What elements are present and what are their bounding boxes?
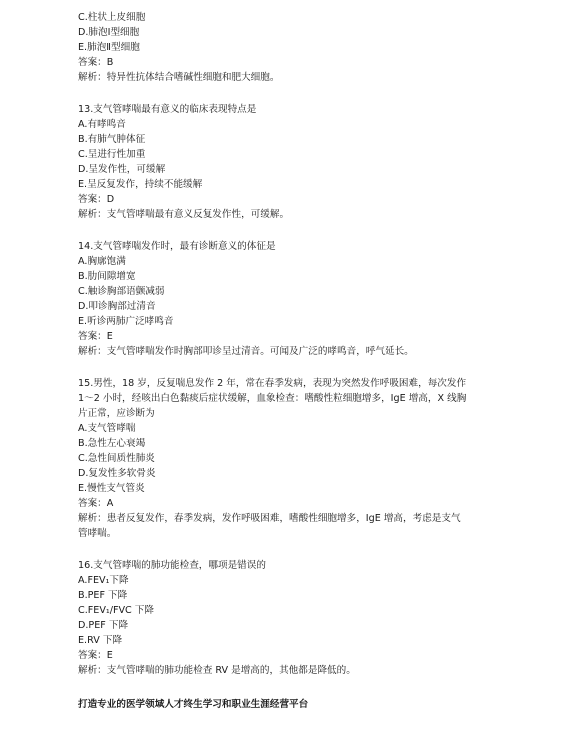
q12-option-e: E.肺泡Ⅱ型细胞 [78, 42, 140, 53]
q16-question: 16.支气管哮喘的肺功能检查，哪项是错误的 [78, 560, 266, 571]
q13-option-d: D.呈发作性，可缓解 [78, 164, 166, 175]
q12-answer: 答案：B [78, 57, 114, 68]
q16-answer: 答案：E [78, 650, 113, 661]
q15-option-a: A.支气管哮喘 [78, 423, 136, 434]
q15-question-line-1: 15.男性，18 岁，反复喘息发作 2 年，常在春季发病，表现为突然发作呼吸困难，每次发作 [78, 378, 467, 389]
q15-option-d: D.复发性多软骨炎 [78, 468, 156, 479]
q14-option-a: A.胸廓饱满 [78, 256, 126, 267]
q14-option-d: D.叩诊胸部过清音 [78, 301, 156, 312]
q15-answer: 答案：A [78, 498, 114, 509]
q16-option-e: E.RV 下降 [78, 635, 123, 646]
q13-option-b: B.有肺气肿体征 [78, 134, 146, 145]
q12-option-d: D.肺泡Ⅰ型细胞 [78, 27, 140, 38]
q15-option-b: B.急性左心衰竭 [78, 438, 146, 449]
q12-option-c: C.柱状上皮细胞 [78, 12, 146, 23]
q14-option-e: E.听诊两肺广泛哮鸣音 [78, 316, 174, 327]
q16-option-d: D.PEF 下降 [78, 620, 129, 631]
q14-option-c: C.触诊胸部语颤减弱 [78, 286, 165, 297]
document-page [78, 10, 493, 678]
q14-question: 14.支气管哮喘发作时，最有诊断意义的体征是 [78, 241, 276, 252]
q14-answer: 答案：E [78, 331, 113, 342]
q12-analysis: 解析：特异性抗体结合嗜碱性细胞和肥大细胞。 [78, 72, 280, 83]
q15-question-line-2: 1～2 小时，经咳出白色黏痰后症状缓解，血象检查：嗜酸性粒细胞增多，IgE 增高，X 线胸 [78, 393, 467, 404]
q16-option-c: C.FEV₁/FVC 下降 [78, 605, 154, 616]
q16-option-b: B.PEF 下降 [78, 590, 128, 601]
q13-option-c: C.呈进行性加重 [78, 149, 146, 160]
q15-option-c: C.急性间质性肺炎 [78, 453, 155, 464]
q13-option-a: A.有哮鸣音 [78, 119, 126, 130]
q15-analysis-line-2: 管哮喘。 [78, 528, 117, 539]
page-footer: 打造专业的医学领域人才终生学习和职业生涯经营平台 [78, 699, 309, 710]
q13-option-e: E.呈反复发作，持续不能缓解 [78, 179, 203, 190]
q16-analysis: 解析：支气管哮喘的肺功能检查 RV 是增高的，其他都是降低的。 [78, 665, 356, 676]
q14-analysis: 解析：支气管哮喘发作时胸部叩诊呈过清音。可闻及广泛的哮鸣音，呼气延长。 [78, 346, 414, 357]
q15-question-line-3: 片正常，应诊断为 [78, 408, 155, 419]
q13-question: 13.支气管哮喘最有意义的临床表现特点是 [78, 104, 257, 115]
q13-answer: 答案：D [78, 194, 115, 205]
q14-option-b: B.肋间隙增宽 [78, 271, 136, 282]
q15-analysis-line-1: 解析：患者反复发作，春季发病，发作呼吸困难，嗜酸性细胞增多，IgE 增高，考虑是支气 [78, 513, 461, 524]
q16-option-a: A.FEV₁下降 [78, 575, 129, 586]
q15-option-e: E.慢性支气管炎 [78, 483, 145, 494]
q13-analysis: 解析：支气管哮喘最有意义反复发作性，可缓解。 [78, 209, 290, 220]
